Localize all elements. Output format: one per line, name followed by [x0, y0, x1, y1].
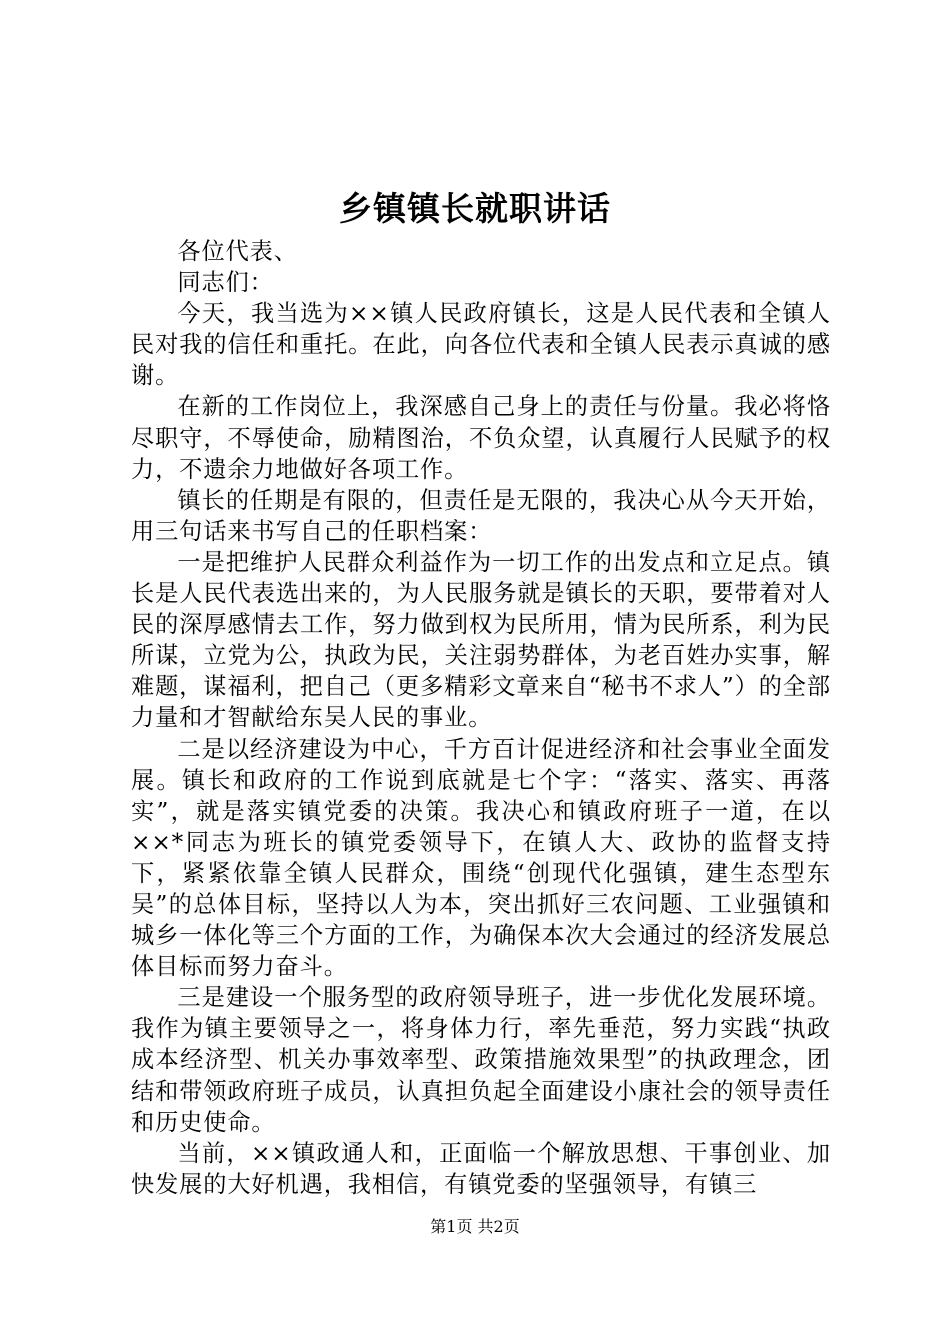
page-footer: 第1页 共2页: [430, 1217, 520, 1236]
document-body: [131, 236, 831, 1200]
document-title: 乡镇镇长就职讲话: [339, 189, 611, 228]
salutation-line-1: 各位代表、: [177, 238, 298, 265]
body-paragraph: 二是以经济建设为中心，千方百计促进经济和社会事业全面发展。镇长和政府的工作说到底就是七个字：“落实、落实、再落实”，就是落实镇党委的决策。我决心和镇政府班子一道，在以××*同志为班长的镇党委领导下，在镇人大、政协的监督支持下，紧紧依靠全镇人民群众，围绕“创现代化强镇，建生态型东吴”的总体目标，坚持以人为本，突出抓好三农问题、工业强镇和城乡一体化等三个方面的工作，为确保本次大会通过的经济发展总体目标而努力奋斗。: [131, 735, 831, 981]
body-paragraph: 一是把维护人民群众利益作为一切工作的出发点和立足点。镇长是人民代表选出来的，为人民服务就是镇长的天职，要带着对人民的深厚感情去工作，努力做到权为民所用，情为民所系，利为民所谋，立党为公，执政为民，关注弱势群体，为老百姓办实事，解难题，谋福利，把自己（更多精彩文章来自“秘书不求人”）的全部力量和才智献给东吴人民的事业。: [131, 548, 831, 732]
body-paragraph: 在新的工作岗位上，我深感自己身上的责任与份量。我必将恪尽职守，不辱使命，励精图治，不负众望，认真履行人民赋予的权力，不遗余力地做好各项工作。: [131, 393, 831, 483]
salutation-line-2: 同志们：: [177, 269, 274, 297]
body-paragraph: 镇长的任期是有限的，但责任是无限的，我决心从今天开始，用三句话来书写自己的任职档案：: [131, 486, 831, 545]
body-paragraph: 三是建设一个服务型的政府领导班子，进一步优化发展环境。我作为镇主要领导之一，将身体力行，率先垂范，努力实践“执政成本经济型、机关办事效率型、政策措施效果型”的执政理念，团结和带领政府班子成员，认真担负起全面建设小康社会的领导责任和历史使命。: [131, 984, 831, 1136]
body-paragraph: 今天，我当选为××镇人民政府镇长，这是人民代表和全镇人民对我的信任和重托。在此，向各位代表和全镇人民表示真诚的感谢。: [131, 300, 831, 390]
body-paragraph: 当前，××镇政通人和，正面临一个解放思想、干事创业、加快发展的大好机遇，我相信，有镇党委的坚强领导，有镇三: [131, 1139, 831, 1198]
